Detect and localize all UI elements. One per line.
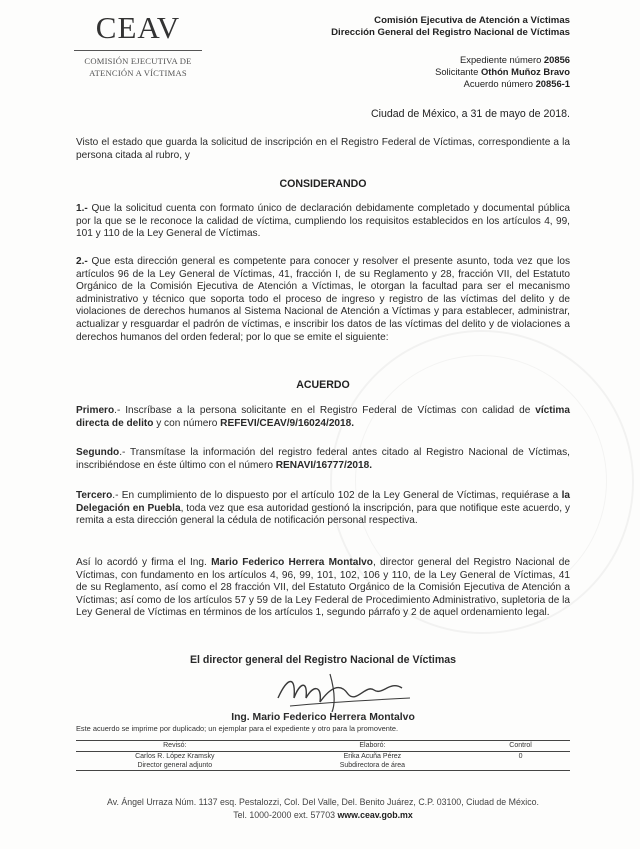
solicitante-name: Othón Muñoz Bravo xyxy=(480,66,570,77)
acuerdo-segundo: Segundo.- Transmítase la información del registro federal antes citado al Registro Nacional de Víctimas, inscribiéndose en éste último con el número RENAVI/16777/2018. xyxy=(76,447,570,471)
footer-address: Av. Ángel Urraza Núm. 1137 esq. Pestalozzi, Col. Del Valle, Del. Benito Juárez, C.P. 03100, Ciudad de México. xyxy=(107,797,539,807)
acuerdo-row: Acuerdo número 20856-1 xyxy=(463,78,570,89)
acuerdo-tercero: Tercero.- En cumplimiento de lo dispuesto por el artículo 102 de la Ley General de Víctimas, requiérase a la Delegación en Puebla, toda vez que esa autoridad gestionó la inscripción, para que notifique este acuerdo, y remita a esta dirección general la cédula de notificación personal respectiva. xyxy=(76,490,570,527)
director-title: El director general del Registro Nacional de Víctimas xyxy=(189,654,457,666)
considerando-heading: CONSIDERANDO xyxy=(279,178,367,190)
document-date: Ciudad de México, a 31 de mayo de 2018. xyxy=(370,108,570,120)
solicitante-row: Solicitante Othón Muñoz Bravo xyxy=(435,66,570,77)
considerando-2-number: 2.- xyxy=(76,256,88,267)
considerando-1-number: 1.- xyxy=(76,203,88,214)
expediente-number: 20856 xyxy=(543,54,570,65)
col-elaboro: Elaboró: xyxy=(274,741,472,752)
handwritten-signature xyxy=(270,668,420,712)
considerando-2: 2.- Que esta dirección general es competente para conocer y resolver el presente asunto, toda vez que los artículos 96 de la Ley General de Víctimas, 41, fracción I, de su Reglamento y 28, fracción VII, del Estatuto Orgánico de la Comisión Ejecutiva de Atención a Víctimas, le otorgan la facultad para ser el mecanismo administrativo y técnico que soporta todo el proceso de ingreso y registro de las víctimas del delito y de violaciones de derechos humanos al Sistema Nacional de Atención a Víctimas y para establecer, administrar, actualizar y resguardar el padrón de víctimas, e inscribir los datos de las víctimas del delito y de violaciones a derechos humanos del orden federal; por lo que se emite el siguiente: xyxy=(76,256,570,343)
logo-line-1: COMISIÓN EJECUTIVA DE xyxy=(84,56,192,66)
footer-contact xyxy=(76,810,570,820)
review-table xyxy=(76,740,570,771)
refevi-number: REFEVI/CEAV/9/16024/2018. xyxy=(220,417,355,429)
signer-name-inline: Mario Federico Herrera Montalvo xyxy=(211,557,373,568)
acuerdo-primero: Primero.- Inscríbase a la persona solicitante en el Registro Federal de Víctimas con calidad de víctima directa de delito y con número REFEVI/CEAV/9/16024/2018. xyxy=(76,405,570,429)
col-control: Control xyxy=(471,741,570,752)
ceav-logo xyxy=(58,10,218,79)
duplicate-footnote: Este acuerdo se imprime por duplicado; un ejemplar para el expediente y otro para la promovente. xyxy=(76,724,399,733)
footer-phone: Tel. 1000-2000 ext. 57703 xyxy=(233,810,338,820)
issuer-header xyxy=(331,15,570,39)
renavi-number: RENAVI/16777/2018. xyxy=(275,459,373,471)
file-metadata xyxy=(435,54,570,90)
logo-divider xyxy=(74,50,202,51)
considerando-1: 1.- Que la solicitud cuenta con formato único de declaración debidamente completado y documental pública por la que se le reconoce la calidad de víctima, cumpliendo los requisitos establecidos en los artículos 4, 99, 101 y 110 de la Ley General de Víctimas. xyxy=(76,203,570,240)
closing-paragraph: Así lo acordó y firma el Ing. Mario Federico Herrera Montalvo, director general del Registro Nacional de Víctimas, con fundamento en los artículos 4, 96, 99, 101, 102, 106 y 110, de la Ley General de Víctimas, 41 de su Reglamento, así como el 28 fracción VII, del Estatuto Orgánico de la Comisión Ejecutiva de Atención a Víctimas; así como de los artículos 57 y 59 de la Ley Federal de Procedimiento Administrativo, supletoria de la Ley General de Víctimas en términos de los artículos 1, segundo párrafo y 2 de aquel ordenamiento legal. xyxy=(76,557,570,619)
issuer-line-2: Dirección General del Registro Nacional de Víctimas xyxy=(331,27,570,38)
acuerdo-number: 20856-1 xyxy=(535,78,570,89)
acuerdo-heading: ACUERDO xyxy=(296,379,350,391)
footer-website: www.ceav.gob.mx xyxy=(337,810,413,820)
issuer-line-1: Comisión Ejecutiva de Atención a Víctimas xyxy=(374,15,570,26)
logo-line-2: ATENCIÓN A VÍCTIMAS xyxy=(89,68,187,78)
table-row: Director general adjunto Subdirectora de área xyxy=(76,761,570,771)
signer-name: Ing. Mario Federico Herrera Montalvo xyxy=(231,712,415,723)
intro-paragraph: Visto el estado que guarda la solicitud de inscripción en el Registro Federal de Víctimas, correspondiente a la persona citada al rubro, y xyxy=(76,137,570,161)
review-table-header xyxy=(76,741,570,752)
table-row: Carlos R. López Kramsky Erika Acuña Pérez 0 xyxy=(135,753,523,760)
logo-wordmark: CEAV xyxy=(95,10,181,45)
expediente-row: Expediente número 20856 xyxy=(460,54,570,65)
col-reviso: Revisó: xyxy=(76,741,274,752)
